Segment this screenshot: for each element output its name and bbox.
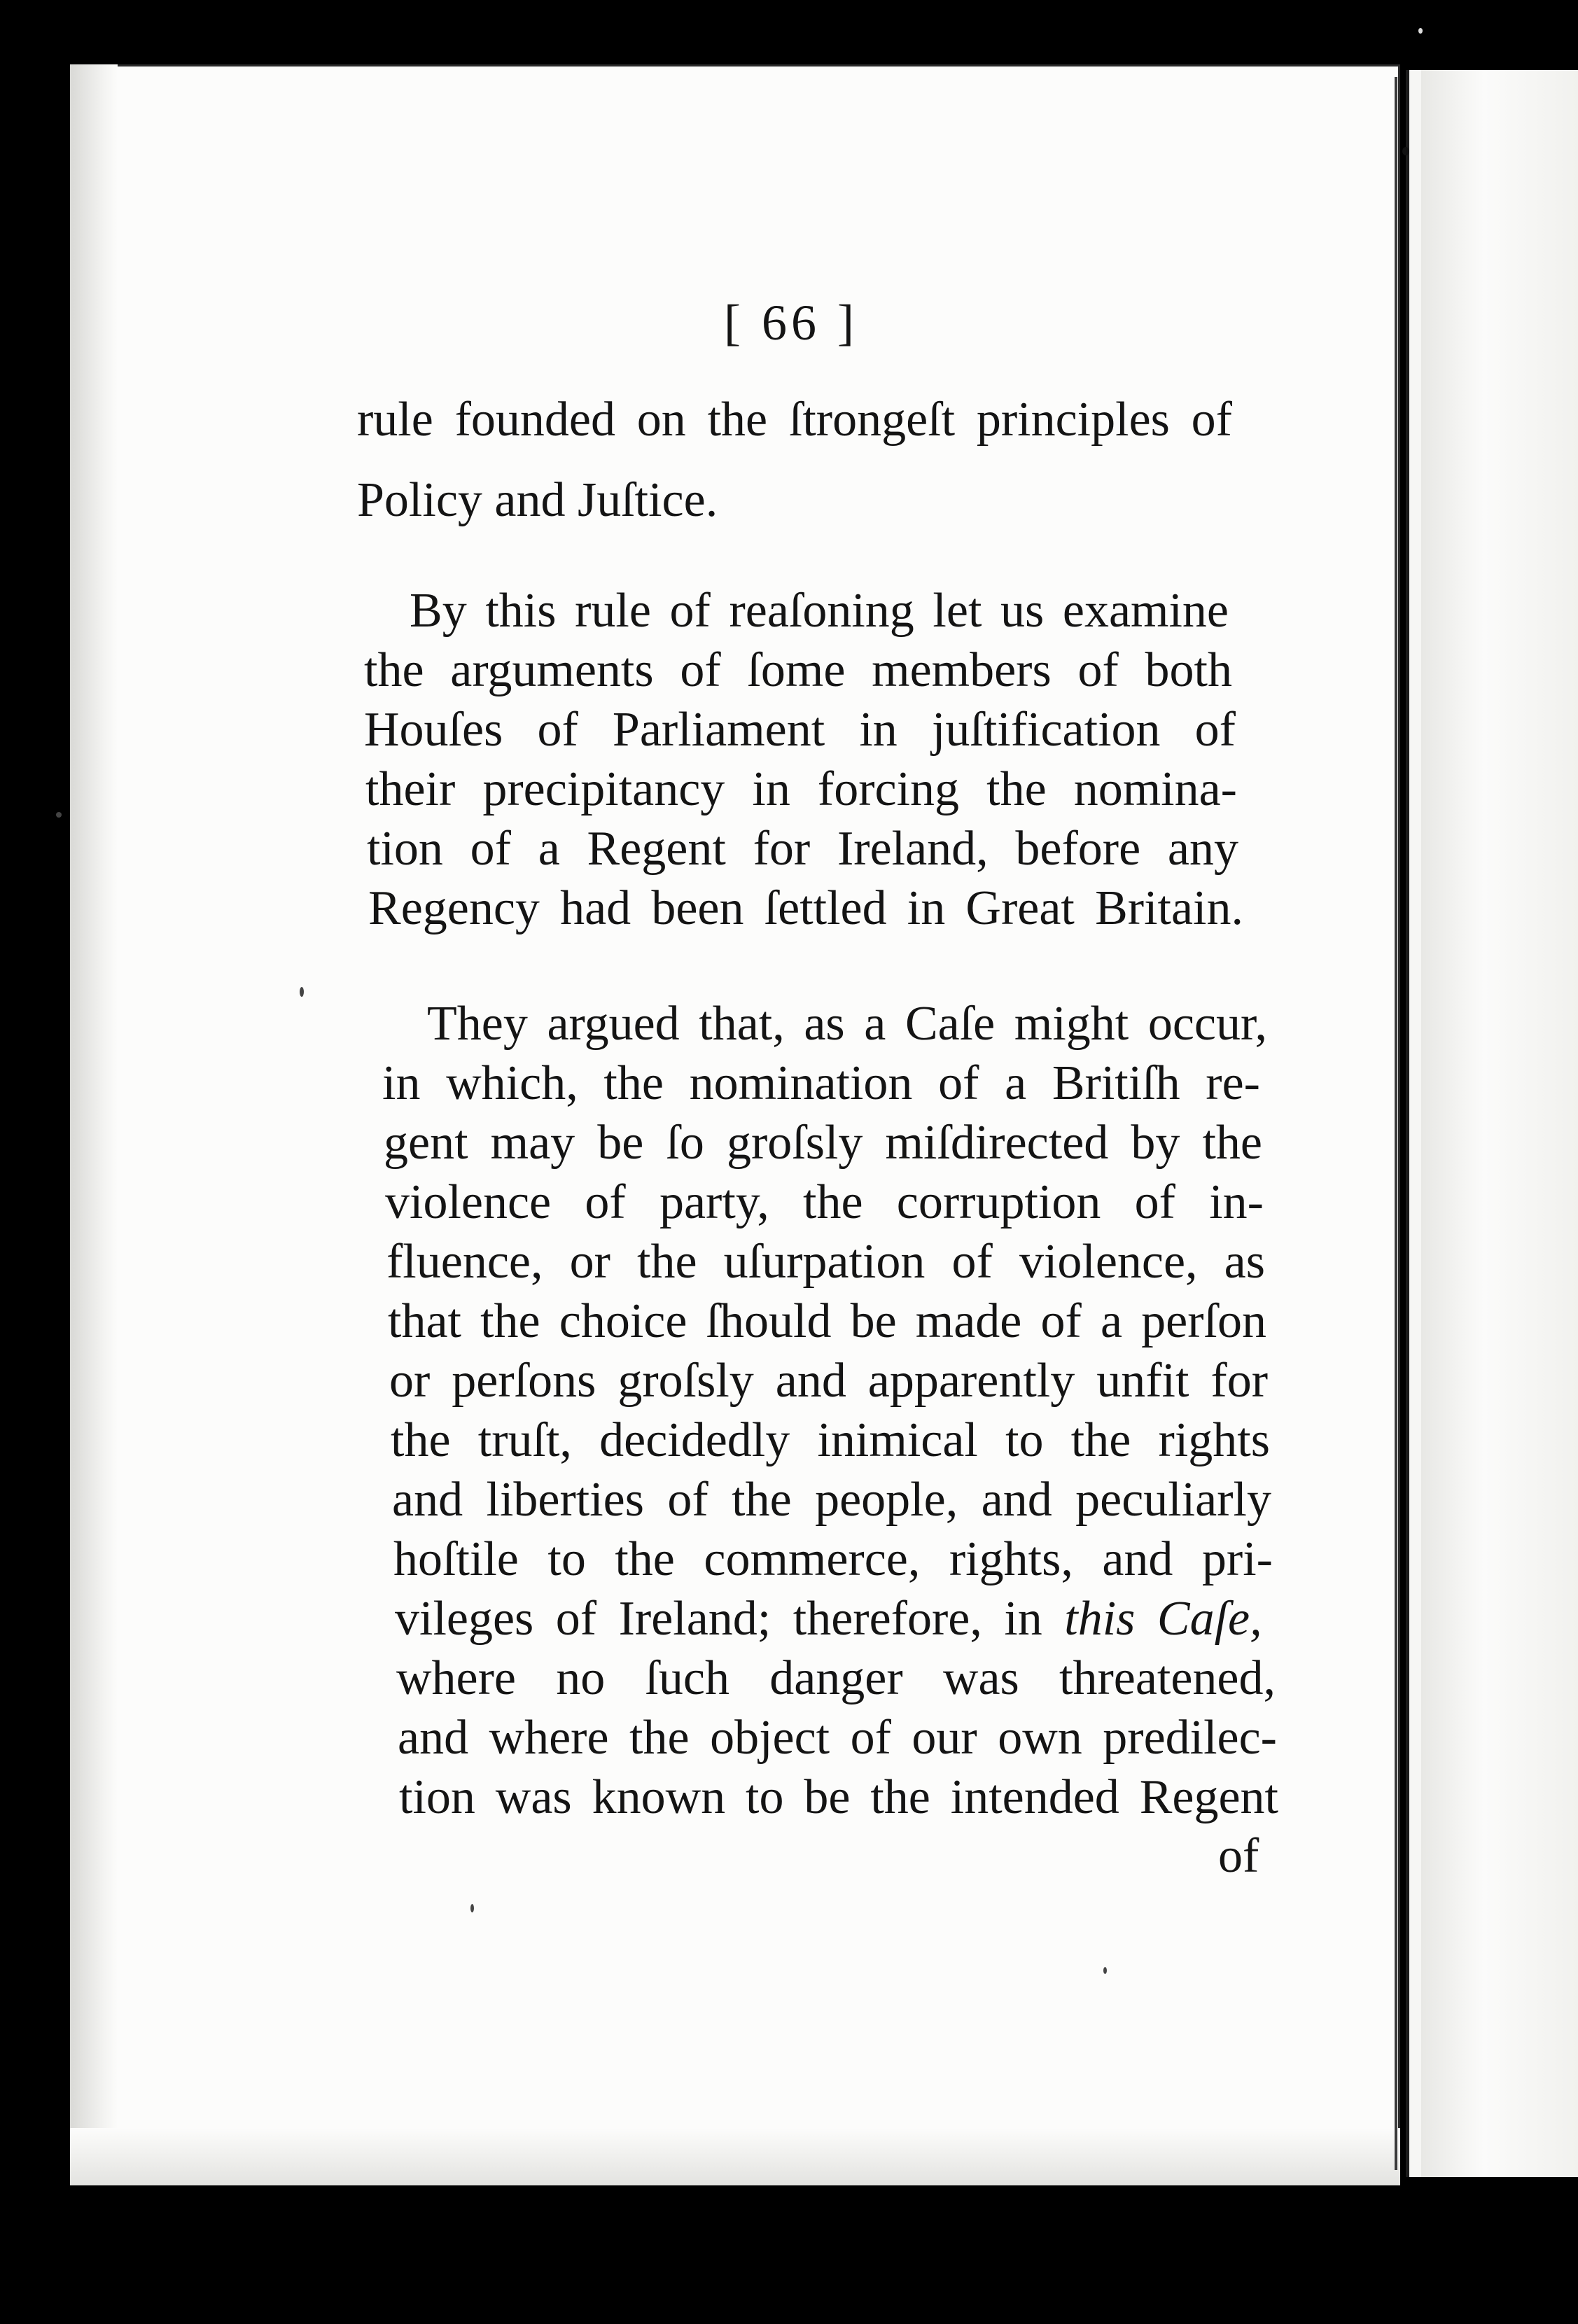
text-line: that the choice ſhould be made of a perſon (388, 1294, 1266, 1348)
text-line: and liberties of the people, and peculiarly (392, 1473, 1271, 1527)
catchword: of (1218, 1829, 1259, 1883)
text-line: Houſes of Parliament in juſtification of (364, 703, 1236, 757)
text-line: their precipitancy in forcing the nomina- (365, 762, 1237, 816)
text-line: violence of party, the corruption of in- (385, 1175, 1264, 1229)
text-line: tion was known to be the intended Regent (399, 1770, 1278, 1824)
scan-speck (1103, 1967, 1107, 1974)
scan-speck (300, 987, 304, 997)
page-gutter-line (1395, 77, 1397, 2170)
text-line: They argued that, as a Caſe might occur, (427, 997, 1267, 1051)
page-shadow-bottom (70, 2128, 1400, 2185)
text-segment: vileges of Ireland; therefore, in (395, 1592, 1042, 1646)
scan-speck (56, 812, 62, 818)
page-number-header: [ 66 ] (724, 295, 858, 351)
text-line: tion of a Regent for Ireland, before any (367, 822, 1238, 876)
text-line: in which, the nomination of a Britiſh re- (382, 1056, 1260, 1110)
scan-speck (1402, 147, 1409, 155)
text-line: the arguments of ſome members of both (364, 643, 1232, 697)
text-line (395, 1592, 1274, 1646)
text-line: rule founded on the ſtrongeſt principles of (357, 393, 1232, 447)
text-line: and where the object of our own predilec- (398, 1711, 1277, 1765)
text-line: the truſt, decidedly inimical to the rights (391, 1413, 1270, 1467)
text-line: By this rule of reaſoning let us examine (410, 584, 1229, 638)
text-line: Policy and Juſtice. (357, 473, 718, 527)
text-line: where no ſuch danger was threatened, (396, 1651, 1276, 1705)
text-line: or perſons groſsly and apparently unfit for (389, 1354, 1268, 1408)
page-shadow-left (70, 64, 118, 2185)
text-line: gent may be ſo groſsly miſdirected by the (384, 1116, 1262, 1170)
italic-phrase: this Caſe, (1064, 1592, 1262, 1646)
adjacent-page-surface (1421, 70, 1578, 2177)
scan-speck (470, 1904, 474, 1912)
scan-speck (1418, 28, 1423, 34)
text-line: Regency had been ſettled in Great Britain. (368, 881, 1243, 935)
text-line: fluence, or the uſurpation of violence, as (386, 1235, 1265, 1289)
text-line: hoſtile to the commerce, rights, and pri- (393, 1532, 1273, 1586)
